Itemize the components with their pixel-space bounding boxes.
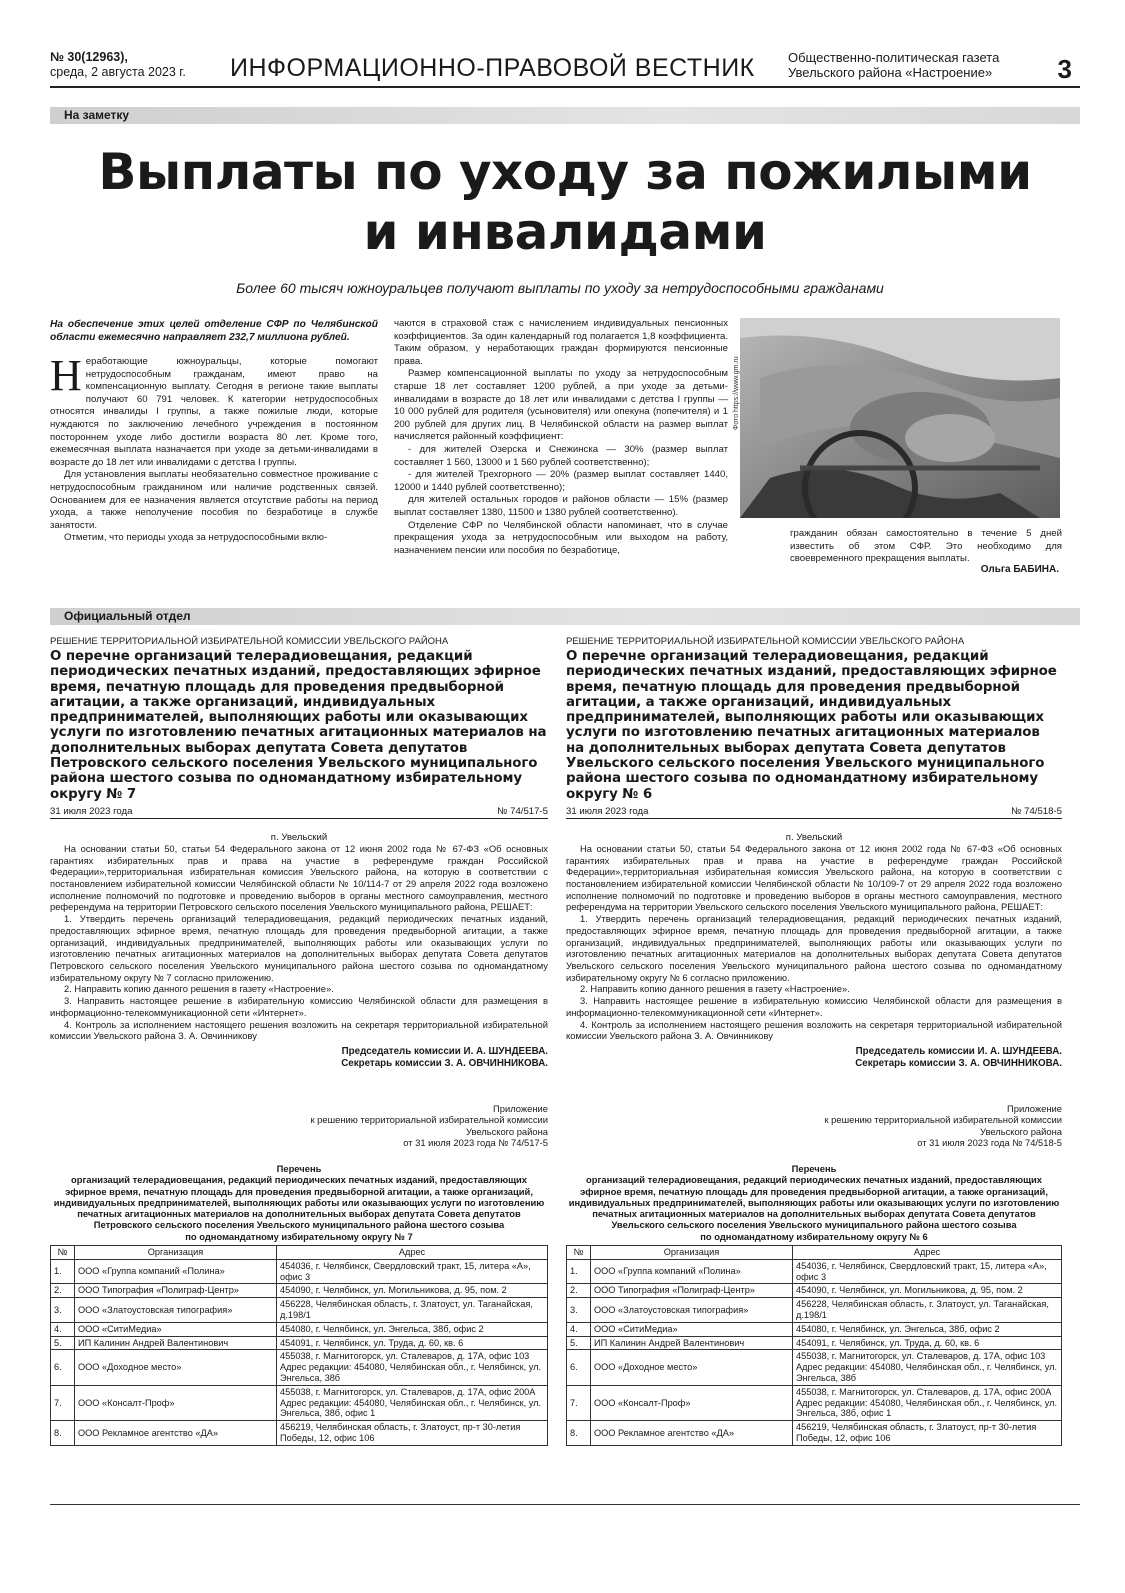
decision-date: 31 июля 2023 года — [50, 805, 133, 817]
appendix-header — [566, 1103, 1062, 1149]
organization-address: 454091, г. Челябинск, ул. Труда, д. 60, кв. 6 — [793, 1336, 1062, 1350]
table-row — [567, 1350, 1062, 1385]
row-number: 6. — [51, 1350, 75, 1385]
organizations-table — [566, 1245, 1062, 1446]
table-row — [567, 1284, 1062, 1298]
decision-paragraph: 1. Утвердить перечень организаций телерадиовещания, редакций периодических печатных изданий, предоставляющих эфирное время, печатную площадь для проведения предвыборной агитации, а также организаций, индивидуальных предпринимателей, выполняющих работы или оказывающих услуги по изготовлению печатных агитационных материалов на дополнительных выборах депутата Совета депутатов Петровского сельского поселения Увельского муниципального района шестого созыва по одномандатному избирательному округу № 7 согласно приложению. — [50, 913, 548, 983]
decision-place: п. Увельский — [785, 831, 843, 843]
article-lead: Более 60 тысяч южноуральцев получают выплаты по уходу за нетрудоспособными гражданами — [236, 280, 884, 296]
article-paragraph — [50, 351, 378, 469]
organization-address: 454080, г. Челябинск, ул. Энгельса, 38б, офис 2 — [793, 1322, 1062, 1336]
appendix-line: Приложение — [493, 1102, 548, 1114]
table-header-cell: № — [51, 1246, 75, 1260]
page-number: 3 — [1057, 54, 1072, 84]
list-description: организаций телерадиовещания, редакций периодических печатных изданий, предоставляющих эфирное время, печатную площадь для проведения предвыборной агитации, а также организаций, индивидуальных предпринимателей, выполняющих работы или оказывающих услуги по изготовлению печатных агитационных материалов на дополнительных выборах депутата Совета депутатов Увельского сельского поселения Увельского муниципального района шестого созыва — [568, 1174, 1060, 1231]
article-paragraph: Отметим, что периоды ухода за нетрудоспособными вклю- — [64, 532, 328, 544]
paper-name-line2: Увельского района «Настроение» — [788, 65, 993, 80]
organization-name: ООО «Группа компаний «Полина» — [591, 1259, 793, 1284]
signature-chair: Председатель комиссии И. А. ШУНДЕЕВА. — [855, 1045, 1062, 1057]
article-column-3 — [790, 528, 1062, 566]
organization-name: ООО Типография «Полиграф-Центр» — [75, 1284, 277, 1298]
appendix-line: Приложение — [1007, 1102, 1062, 1114]
organization-name: ООО Типография «Полиграф-Центр» — [591, 1284, 793, 1298]
article-paragraph: - для жителей Трехгорного — 20% (размер выплат составляет 1440, 12000 и 1440 рублей соответственно); — [394, 469, 728, 493]
appendix-line: к решению территориальной избирательной комиссии — [310, 1114, 548, 1126]
hands-wheelchair-image — [740, 318, 1060, 518]
organization-address: 455038, г. Магнитогорск, ул. Сталеваров, д. 17А, офис 103 Адрес редакции: 454080, Челябинская обл., г. Челябинск, ул. Энгельса, 38б — [793, 1350, 1062, 1385]
table-row — [51, 1350, 548, 1385]
organization-name: ООО «СитиМедиа» — [591, 1322, 793, 1336]
table-row — [51, 1421, 548, 1446]
decision-paragraph: На основании статьи 50, статьи 54 Федерального закона от 12 июня 2002 года № 67-ФЗ «Об основных гарантиях избирательных прав и права на участие в референдуме граждан Российской Федерации»,территориальная избирательная комиссия Увельского района, на которую в соответствии с постановлением избирательной комиссии Челябинской области № 10/109-7 от 29 апреля 2022 года возложено исполнение полномочий по подготовке и проведению выборов в органы местного самоуправления, местного референдума на территории Увельского сельского поселения Увельского муниципального района, РЕШАЕТ: — [566, 842, 1062, 913]
decision-paragraph: 4. Контроль за исполнением настоящего решения возложить на секретаря территориальной избирательной комиссии Увельского района З. А. Овчинникову — [50, 1018, 548, 1042]
organization-name: ООО «Консалт-Проф» — [75, 1385, 277, 1420]
table-row — [567, 1259, 1062, 1284]
organization-address: 456219, Челябинская область, г. Златоуст, пр-т 30-летия Победы, 12, офис 106 — [277, 1421, 548, 1446]
organization-address: 454036, г. Челябинск, Свердловский тракт, 15, литера «А», офис 3 — [277, 1259, 548, 1284]
decision-place: п. Увельский — [270, 831, 328, 843]
row-number: 2. — [51, 1284, 75, 1298]
decision-paragraph: 1. Утвердить перечень организаций телерадиовещания, редакций периодических печатных изданий, предоставляющих эфирное время, печатную площадь для проведения предвыборной агитации, а также организаций, индивидуальных предпринимателей, выполняющих работы или оказывающих услуги по изготовлению печатных агитационных материалов на дополнительных выборах депутата Совета депутатов Увельского сельского поселения Увельского муниципального района шестого созыва по одномандатному избирательному округу № 6 согласно приложению. — [566, 913, 1062, 983]
table-row — [51, 1284, 548, 1298]
decision-body — [566, 843, 1062, 1042]
list-title — [50, 1163, 548, 1242]
paper-name — [788, 50, 999, 80]
row-number: 7. — [567, 1385, 591, 1420]
appendix-line: Увельского района — [466, 1125, 548, 1137]
decision-paragraph: 4. Контроль за исполнением настоящего решения возложить на секретаря территориальной избирательной комиссии Увельского района З. А. Овчинникову — [566, 1018, 1062, 1042]
signature-secretary: Секретарь комиссии З. А. ОВЧИННИКОВА. — [855, 1058, 1062, 1070]
organization-address: 454091, г. Челябинск, ул. Труда, д. 60, кв. 6 — [277, 1336, 548, 1350]
article-paragraph: - для жителей Озерска и Снежинска — 30% (размер выплат составляет 1 560, 13000 и 1 560 рублей соответственно); — [394, 443, 728, 468]
decision-number: № 74/517-5 — [497, 805, 548, 817]
table-row — [567, 1298, 1062, 1323]
decision-title: О перечне организаций телерадиовещания, редакций периодических печатных изданий, предоставляющих эфирное время, печатную площадь для проведения предвыборной агитации, а также организаций, индивидуальных предпринимателей, выполняющих работы или оказывающих услуги по изготовлению печатных агитационных материалов на дополнительных выборах депутата Совета депутатов Увельского сельского поселения Увельского муниципального района шестого созыва по одномандатному избирательному округу № 6 — [566, 649, 1057, 802]
appendix-line: к решению территориальной избирательной комиссии — [824, 1114, 1062, 1126]
decision-title: О перечне организаций телерадиовещания, редакций периодических печатных изданий, предоставляющих эфирное время, печатную площадь для проведения предвыборной агитации, а также организаций, индивидуальных предпринимателей, выполняющих работы или оказывающих услуги по изготовлению печатных агитационных материалов на дополнительных выборах депутата Совета депутатов Петровского сельского поселения Увельского муниципального района шестого созыва по одномандатному избирательному округу № 7 — [50, 649, 547, 802]
row-number: 4. — [51, 1322, 75, 1336]
organization-name: ООО «Доходное место» — [591, 1350, 793, 1385]
list-heading: Перечень — [791, 1162, 837, 1174]
signature-chair: Председатель комиссии И. А. ШУНДЕЕВА. — [341, 1045, 548, 1057]
decision-signatures — [566, 1046, 1062, 1071]
article-photo — [740, 318, 1060, 518]
decision-body — [50, 843, 548, 1042]
table-row — [567, 1322, 1062, 1336]
article-intro: На обеспечение этих целей отделение СФР по Челябинской области ежемесячно направляет 232,7 миллиона рублей. — [50, 319, 378, 343]
table-header-cell: Адрес — [793, 1246, 1062, 1260]
table-header-cell: № — [567, 1246, 591, 1260]
organization-address: 456228, Челябинская область, г. Златоуст, ул. Таганайская, д.198/1 — [277, 1298, 548, 1323]
article-paragraph: Размер компенсационной выплаты по уходу за нетрудоспособным старше 18 лет составляет 1200 рублей, а при уходе за детьми-инвалидами в возрасте до 18 лет или инвалидами с детства I группы — 10 000 рублей для родителя (усыновителя) или опекуна (попечителя) и 1 200 рублей для других лиц. В Челябинской области на размер выплат начисляется районный коэффициент: — [394, 368, 728, 443]
table-header-cell: Организация — [75, 1246, 277, 1260]
paper-name-line1: Общественно-политическая газета — [788, 50, 1000, 65]
section-title: ИНФОРМАЦИОННО-ПРАВОВОЙ ВЕСТНИК — [230, 54, 755, 82]
table-row — [567, 1336, 1062, 1350]
table-row — [51, 1385, 548, 1420]
rubric-bar — [50, 107, 1080, 124]
table-header-cell: Адрес — [277, 1246, 548, 1260]
drop-cap: Н — [50, 351, 82, 400]
decision-paragraph: На основании статьи 50, статьи 54 Федерального закона от 12 июня 2002 года № 67-ФЗ «Об основных гарантиях избирательных прав и права на участие в референдуме граждан Российской Федерации»,территориальная избирательная комиссия Увельского района, на которую в соответствии с постановлением избирательной комиссии Челябинской области № 10/114-7 от 29 апреля 2022 года возложено исполнение полномочий по подготовке и проведению выборов в органы местного самоуправления, местного референдума на территории Петровского сельского поселения Увельского муниципального района, РЕШАЕТ: — [50, 842, 548, 913]
row-number: 3. — [567, 1298, 591, 1323]
list-description: организаций телерадиовещания, редакций периодических печатных изданий, предоставляющих эфирное время, печатную площадь для проведения предвыборной агитации, а также организаций, индивидуальных предпринимателей, выполняющих работы или оказывающих услуги по изготовлению печатных агитационных материалов на дополнительных выборах депутата Совета депутатов Петровского сельского поселения Увельского муниципального района шестого созыва — [53, 1174, 545, 1231]
list-title — [566, 1163, 1062, 1242]
appendix-line: Увельского района — [980, 1125, 1062, 1137]
row-number: 7. — [51, 1385, 75, 1420]
rubric-label: Официальный отдел — [64, 609, 191, 623]
article-paragraph: для жителей остальных городов и районов области — 15% (размер выплат составляет 1380, 11500 и 1380 рублей соответственно). — [394, 494, 728, 518]
organization-address: 454090, г. Челябинск, ул. Могильникова, д. 95, пом. 2 — [277, 1284, 548, 1298]
table-row — [51, 1298, 548, 1323]
decision-date: 31 июля 2023 года — [566, 805, 649, 817]
signature-secretary: Секретарь комиссии З. А. ОВЧИННИКОВА. — [341, 1058, 548, 1070]
decision-left — [50, 636, 548, 1446]
article-author: Ольга БАБИНА. — [980, 564, 1059, 575]
organization-name: ООО «Златоустовская типография» — [75, 1298, 277, 1323]
decision-signatures — [50, 1046, 548, 1071]
headline-line2: и инвалидами — [363, 203, 767, 261]
decision-kicker: РЕШЕНИЕ ТЕРРИТОРИАЛЬНОЙ ИЗБИРАТЕЛЬНОЙ КОМИССИИ УВЕЛЬСКОГО РАЙОНА — [566, 636, 965, 647]
table-row — [567, 1385, 1062, 1420]
decision-paragraph: 3. Направить настоящее решение в избирательную комиссию Челябинской области для размещения в информационно-телекоммуникационной сети «Интернет». — [566, 995, 1062, 1018]
organization-name: ООО Рекламное агентство «ДА» — [75, 1421, 277, 1446]
row-number: 8. — [51, 1421, 75, 1446]
row-number: 1. — [51, 1259, 75, 1284]
decision-number: № 74/518-5 — [1011, 805, 1062, 817]
bottom-rule — [50, 1504, 1080, 1505]
organization-address: 454090, г. Челябинск, ул. Могильникова, д. 95, пом. 2 — [793, 1284, 1062, 1298]
table-row — [51, 1259, 548, 1284]
organization-address: 456228, Челябинская область, г. Златоуст, ул. Таганайская, д.198/1 — [793, 1298, 1062, 1323]
organization-address: 454036, г. Челябинск, Свердловский тракт, 15, литера «А», офис 3 — [793, 1259, 1062, 1284]
table-row — [567, 1421, 1062, 1446]
issue-info — [50, 50, 186, 80]
decision-dateline — [566, 806, 1062, 819]
table-row — [51, 1336, 548, 1350]
table-header-row — [567, 1246, 1062, 1260]
paragraph-text: еработающие южноуральцы, которые помогают нетрудоспособным гражданам, имеют право на компенсационную выплату. Сегодня в регионе такие выплаты получают 60 791 человек. К категории нетрудоспособных относятся инвалиды I группы, а также пожилые люди, которые нуждаются по заключению лечебного учреждения в постоянном постороннем уходе либо достигли возраста 80 лет. Кроме того, ежемесячная выплата назначается при уходе за детьми-инвалидами в возрасте до 18 лет или инвалидами с детства I группы. — [50, 356, 378, 468]
organization-name: ООО «Консалт-Проф» — [591, 1385, 793, 1420]
decision-paragraph: 3. Направить настоящее решение в избирательную комиссию Челябинской области для размещения в информационно-телекоммуникационной сети «Интернет». — [50, 995, 548, 1018]
organizations-table — [50, 1245, 548, 1446]
organization-name: ООО «Доходное место» — [75, 1350, 277, 1385]
headline-line1: Выплаты по уходу за пожилыми — [98, 143, 1032, 201]
organization-address: 456219, Челябинская область, г. Златоуст, пр-т 30-летия Победы, 12, офис 106 — [793, 1421, 1062, 1446]
organization-address: 455038, г. Магнитогорск, ул. Сталеваров, д. 17А, офис 103 Адрес редакции: 454080, Челябинская обл., г. Челябинск, ул. Энгельса, 38б — [277, 1350, 548, 1385]
organization-name: ИП Калинин Андрей Валентинович — [591, 1336, 793, 1350]
decision-paragraph: 2. Направить копию данного решения в газету «Настроение». — [64, 983, 334, 995]
table-header-cell: Организация — [591, 1246, 793, 1260]
decision-kicker: РЕШЕНИЕ ТЕРРИТОРИАЛЬНОЙ ИЗБИРАТЕЛЬНОЙ КОМИССИИ УВЕЛЬСКОГО РАЙОНА — [50, 636, 449, 647]
issue-date: среда, 2 августа 2023 г. — [50, 65, 186, 79]
row-number: 1. — [567, 1259, 591, 1284]
row-number: 8. — [567, 1421, 591, 1446]
decision-paragraph: 2. Направить копию данного решения в газету «Настроение». — [580, 983, 850, 995]
masthead — [50, 44, 1080, 88]
organization-name: ООО «СитиМедиа» — [75, 1322, 277, 1336]
appendix-header — [50, 1103, 548, 1149]
issue-number: № 30(12963), — [50, 50, 128, 64]
article-paragraph: гражданин обязан самостоятельно в течение 5 дней известить об этом СФР. Это необходимо для своевременного прекращения выплаты. — [790, 528, 1062, 565]
photo-credit: Фото https://www.gm.ru — [733, 356, 740, 430]
organization-address: 455038, г. Магнитогорск, ул. Сталеваров, д. 17А, офис 200А Адрес редакции: 454080, Челябинская обл., г. Челябинск, ул. Энгельса, 38б, офис 1 — [793, 1385, 1062, 1420]
table-row — [51, 1322, 548, 1336]
organization-address: 455038, г. Магнитогорск, ул. Сталеваров, д. 17А, офис 200А Адрес редакции: 454080, Челябинская обл., г. Челябинск, ул. Энгельса, 38б, офис 1 — [277, 1385, 548, 1420]
list-district: по одномандатному избирательному округу № 6 — [700, 1230, 928, 1242]
article-paragraph: чаются в страховой стаж с начислением индивидуальных пенсионных коэффициентов. За один календарный год полагается 1,8 коэффициента. Таким образом, у неработающих граждан формируются пенсионные права. — [394, 318, 728, 367]
appendix-line: от 31 июля 2023 года № 74/518-5 — [917, 1137, 1062, 1149]
row-number: 3. — [51, 1298, 75, 1323]
decision-right — [566, 636, 1062, 1446]
article-paragraph: Отделение СФР по Челябинской области напоминает, что в случае прекращения ухода за нетрудоспособным или выходом на работу, назначением пенсии или пособия по безработице, — [394, 519, 728, 556]
article-paragraph: Для установления выплаты необязательно совместное проживание с нетрудоспособным гражданином или наличие родственных связей. Основанием для ее назначения является отсутствие работы на период ухода, а также неполучение пособия по безработице в службе занятости. — [50, 469, 378, 531]
row-number: 4. — [567, 1322, 591, 1336]
organization-name: ИП Калинин Андрей Валентинович — [75, 1336, 277, 1350]
organization-name: ООО «Златоустовская типография» — [591, 1298, 793, 1323]
article-column-1 — [50, 318, 378, 545]
organization-address: 454080, г. Челябинск, ул. Энгельса, 38б, офис 2 — [277, 1322, 548, 1336]
list-district: по одномандатному избирательному округу № 7 — [185, 1230, 413, 1242]
table-header-row — [51, 1246, 548, 1260]
row-number: 5. — [567, 1336, 591, 1350]
decision-dateline — [50, 806, 548, 819]
rubric-label: На заметку — [64, 108, 130, 122]
organization-name: ООО «Группа компаний «Полина» — [75, 1259, 277, 1284]
list-heading: Перечень — [276, 1162, 322, 1174]
row-number: 2. — [567, 1284, 591, 1298]
article-column-2 — [394, 318, 728, 557]
organization-name: ООО Рекламное агентство «ДА» — [591, 1421, 793, 1446]
row-number: 5. — [51, 1336, 75, 1350]
row-number: 6. — [567, 1350, 591, 1385]
rubric-bar-official — [50, 608, 1080, 625]
appendix-line: от 31 июля 2023 года № 74/517-5 — [403, 1137, 548, 1149]
article-headline — [50, 142, 1080, 262]
